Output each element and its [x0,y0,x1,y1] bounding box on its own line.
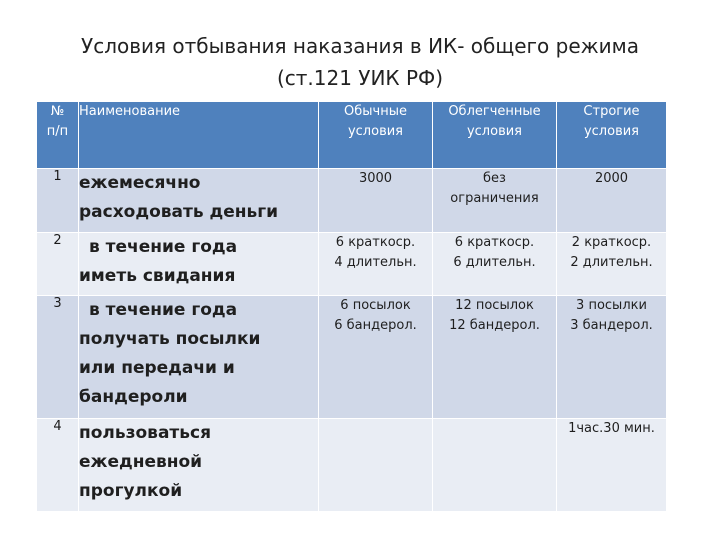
row-name-line: в течение года [89,237,238,257]
row-name [79,233,319,296]
cell-normal [319,419,433,512]
table-header-row [37,102,667,169]
conditions-table [36,101,667,512]
row-name-line: получать посылки [79,329,261,349]
cell-line: 1час.30 мин. [568,421,655,436]
row-number: 1 [37,169,79,233]
cell-relaxed [433,419,557,512]
title-line-1: Условия отбывания наказания в ИК- общего режима [81,34,639,58]
header-strict-conditions [557,102,667,169]
header-strict-line: Строгие [583,104,640,119]
header-relaxed-conditions [433,102,557,169]
cell-strict [557,296,667,419]
header-normal-conditions [319,102,433,169]
cell-line: 6 длительн. [453,255,536,270]
cell-normal [319,169,433,233]
row-name-line: иметь свидания [79,266,236,286]
row-name-line: или передачи и [79,358,235,378]
header-strict-line: условия [583,124,640,139]
cell-line: 3000 [358,171,393,186]
row-name-line: в течение года [89,300,238,320]
row-name [79,419,319,512]
row-name-line: бандероли [79,387,188,407]
row-number: 3 [37,296,79,419]
cell-line: 12 посылок [455,298,534,313]
header-normal-line: условия [347,124,404,139]
row-name [79,296,319,419]
cell-line: без [483,171,506,186]
header-relaxed-line: Облегченные [448,104,541,119]
cell-normal [319,233,433,296]
cell-line: 2000 [594,171,629,186]
cell-relaxed [433,296,557,419]
cell-line: 12 бандерол. [449,318,540,333]
row-name-line: ежемесячно [79,173,201,193]
cell-relaxed [433,169,557,233]
cell-line: ограничения [450,191,539,206]
row-name-line: прогулкой [79,481,183,501]
header-number [37,102,79,169]
cell-normal [319,296,433,419]
cell-line: 2 длительн. [570,255,653,270]
row-number: 2 [37,233,79,296]
row-name-line: пользоваться [79,423,212,443]
cell-line: 3 посылки [576,298,647,313]
row-name-line: ежедневной [79,452,203,472]
cell-strict [557,233,667,296]
cell-line: 6 бандерол. [334,318,417,333]
header-relaxed-line: условия [466,124,523,139]
cell-line: 6 краткоср. [335,235,416,250]
cell-strict [557,169,667,233]
row-number: 4 [37,419,79,512]
table-row [37,233,667,296]
cell-relaxed [433,233,557,296]
header-number-line: п/п [46,124,69,139]
row-name-line: расходовать деньги [79,202,279,222]
table-row [37,419,667,512]
cell-strict [557,419,667,512]
header-name-label: Наименование [79,104,181,119]
header-normal-line: Обычные [344,104,407,119]
cell-line: 6 краткоср. [454,235,535,250]
cell-line: 4 длительн. [334,255,417,270]
table-row [37,169,667,233]
cell-line: 6 посылок [340,298,411,313]
header-number-line: № [50,104,65,119]
row-name [79,169,319,233]
cell-line: 2 краткоср. [571,235,652,250]
slide-title [0,30,720,94]
title-line-2: (ст.121 УИК РФ) [276,66,444,90]
cell-line: 3 бандерол. [570,318,653,333]
header-name [79,102,319,169]
table-row [37,296,667,419]
